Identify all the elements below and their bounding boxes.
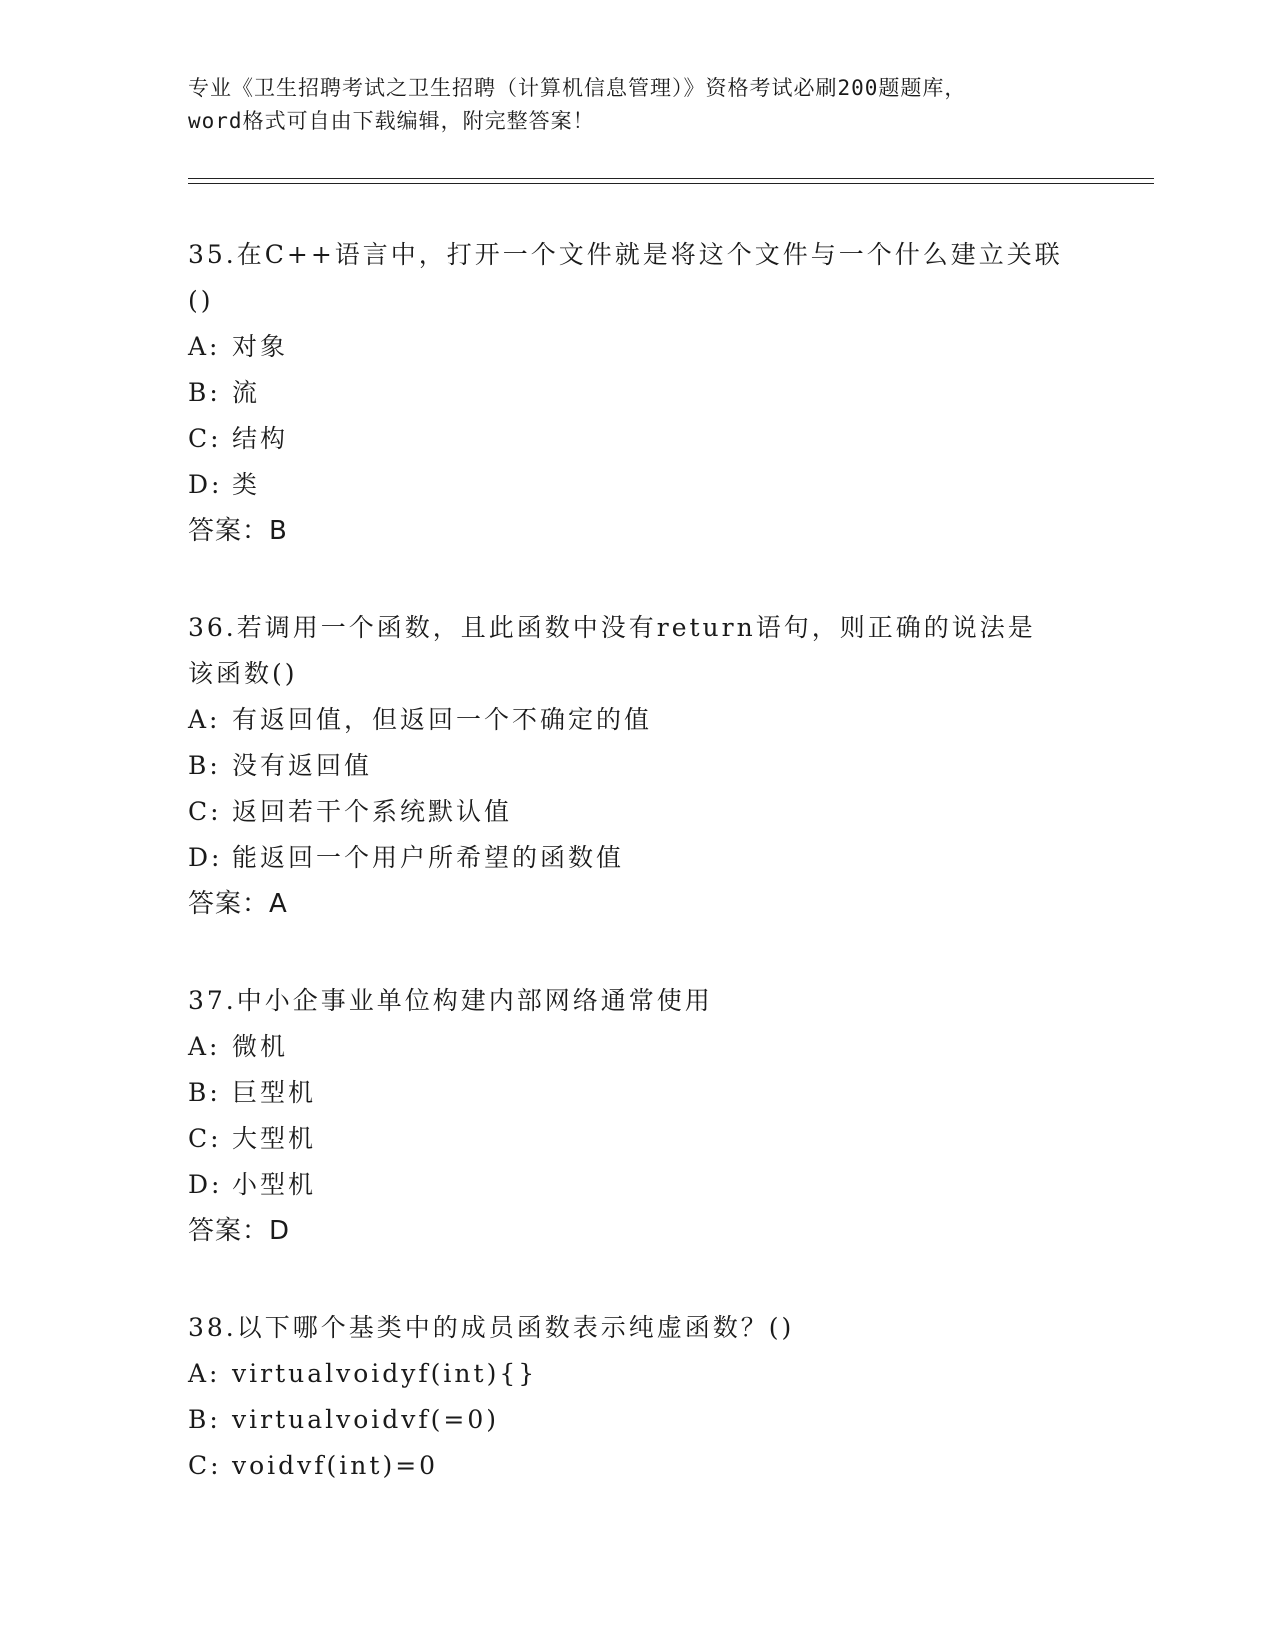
- option-d: [188, 462, 1088, 508]
- question-36: [188, 605, 1088, 927]
- option-text: virtualvoidvf(=0): [232, 1405, 500, 1434]
- answer-line: 答案：B: [188, 516, 288, 546]
- option-label: D:: [188, 1170, 223, 1199]
- question-list: [188, 232, 1088, 1540]
- option-text: 对象: [232, 332, 289, 361]
- option-label: C:: [188, 1451, 222, 1480]
- option-label: C:: [188, 424, 222, 453]
- option-text: 巨型机: [232, 1078, 317, 1107]
- option-label: B:: [188, 751, 221, 780]
- option-c: [188, 789, 1088, 835]
- option-c: [188, 416, 1088, 462]
- option-text: voidvf(int)=0: [232, 1451, 439, 1480]
- option-b: [188, 370, 1088, 416]
- option-label: B:: [188, 378, 221, 407]
- option-label: A:: [188, 1032, 221, 1061]
- question-text: 38.以下哪个基类中的成员函数表示纯虚函数？(): [188, 1313, 795, 1342]
- option-label: A:: [188, 705, 221, 734]
- option-label: D:: [188, 843, 223, 872]
- option-text: 大型机: [232, 1124, 317, 1153]
- option-label: B:: [188, 1405, 221, 1434]
- option-a: [188, 1351, 1088, 1397]
- answer-line: 答案：D: [188, 1216, 291, 1246]
- question-text: 36.若调用一个函数，且此函数中没有return语句，则正确的说法是: [188, 613, 1036, 642]
- question-text-continued: 该函数(): [188, 659, 298, 688]
- option-c: [188, 1116, 1088, 1162]
- question-37: [188, 978, 1088, 1254]
- option-a: [188, 324, 1088, 370]
- question-35: [188, 232, 1088, 554]
- option-text: virtualvoidyf(int){}: [232, 1359, 538, 1388]
- header-line-1: 专业《卫生招聘考试之卫生招聘（计算机信息管理）》资格考试必刷200题题库，: [188, 76, 967, 100]
- option-text: 小型机: [232, 1170, 317, 1199]
- option-a: [188, 1024, 1088, 1070]
- header-divider-bottom: [188, 183, 1154, 184]
- option-label: C:: [188, 1124, 222, 1153]
- question-text: 37.中小企事业单位构建内部网络通常使用: [188, 986, 713, 1015]
- option-b: [188, 1397, 1088, 1443]
- option-label: B:: [188, 1078, 221, 1107]
- option-text: 类: [232, 470, 261, 499]
- answer-line: 答案：A: [188, 889, 288, 919]
- option-a: [188, 697, 1088, 743]
- option-text: 能返回一个用户所希望的函数值: [232, 843, 625, 872]
- question-text: 35.在C++语言中，打开一个文件就是将这个文件与一个什么建立关联: [188, 240, 1063, 269]
- option-b: [188, 743, 1088, 789]
- option-text: 没有返回值: [232, 751, 373, 780]
- question-38: [188, 1305, 1088, 1489]
- option-b: [188, 1070, 1088, 1116]
- option-text: 流: [232, 378, 261, 407]
- option-label: A:: [188, 332, 221, 361]
- option-text: 返回若干个系统默认值: [232, 797, 513, 826]
- option-label: A:: [188, 1359, 221, 1388]
- header-line-2: word格式可自由下载编辑，附完整答案！: [188, 109, 595, 133]
- document-header: [188, 72, 1088, 138]
- question-text-continued: (): [188, 286, 214, 315]
- option-text: 微机: [232, 1032, 289, 1061]
- option-text: 结构: [232, 424, 289, 453]
- header-divider-top: [188, 178, 1154, 179]
- option-c: [188, 1443, 1088, 1489]
- option-d: [188, 835, 1088, 881]
- option-d: [188, 1162, 1088, 1208]
- option-label: C:: [188, 797, 222, 826]
- option-label: D:: [188, 470, 223, 499]
- option-text: 有返回值，但返回一个不确定的值: [232, 705, 653, 734]
